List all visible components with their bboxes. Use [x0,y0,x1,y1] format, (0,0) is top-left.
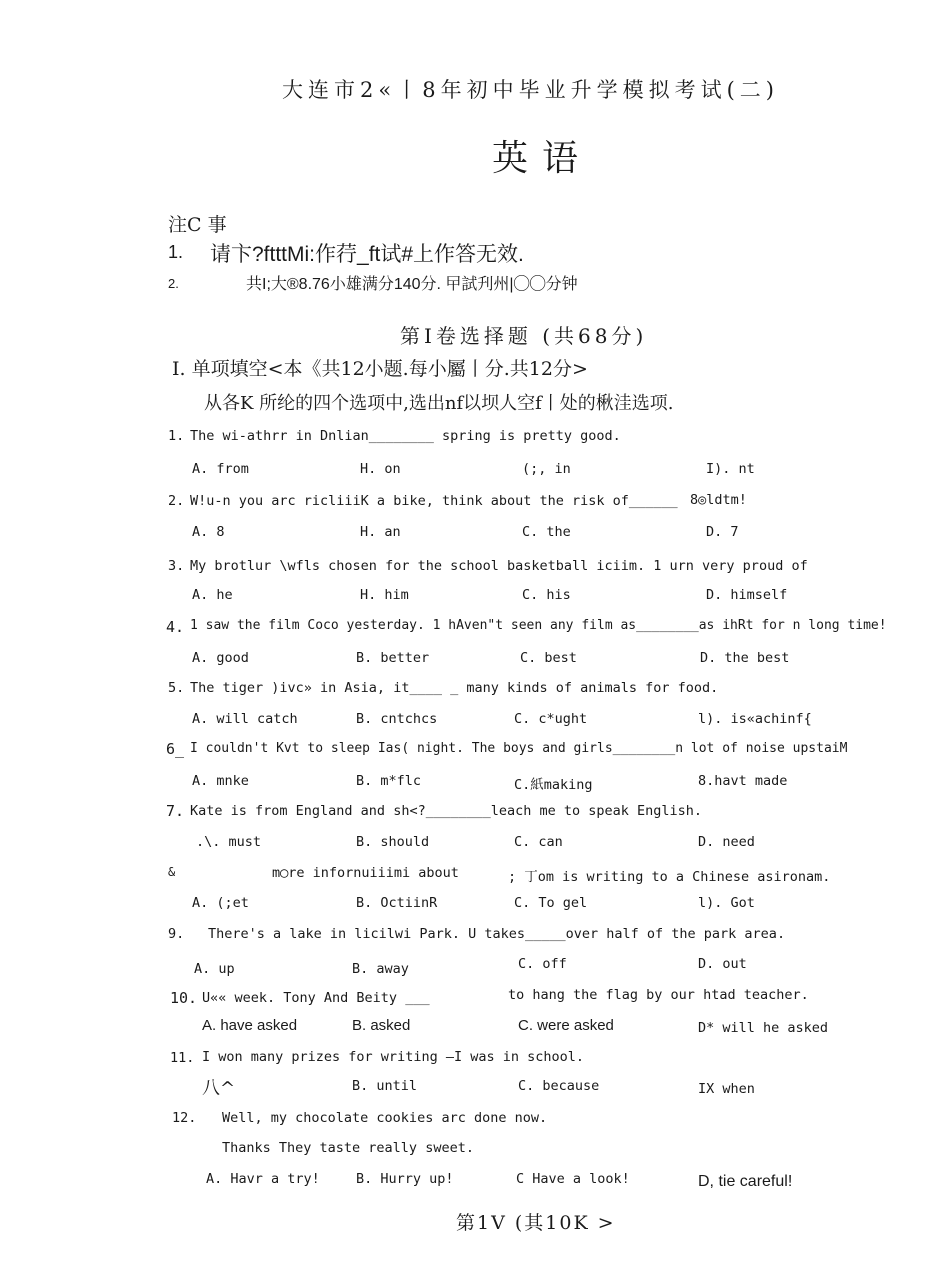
option-d: l). is«achinf{ [698,711,812,727]
question-stem: U«« week. Tony And Beity ___ [202,990,430,1006]
option-a: A. 8 [192,524,225,540]
option-b: B. should [356,834,430,850]
question-stem: m◯re infornuiiimi about [272,865,459,881]
option-b: B. m*flc [356,773,422,789]
question-number: 6_ [166,740,185,758]
option-d: 8.havt made [698,773,788,789]
option-a: A. will catch [192,711,298,727]
notice-text-2: 共I;大®8.76小雄满分140分. 曱試刋州|◯◯分钟 [246,276,578,293]
option-d: IX when [698,1081,755,1097]
option-c: C. To gel [514,895,588,911]
option-a: A. up [194,961,235,977]
option-c: C. off [518,956,567,972]
option-d: D. 7 [706,524,739,540]
section-title: 第I卷选择题 (共68分) [400,324,648,348]
option-b: H. him [360,587,409,603]
part-instruction: 从各K 所纶的四个选项中,选出nf以坝人空f丨处的楸洼选项. [204,393,674,414]
question-stem-tail: 8◎ldtm! [690,492,747,508]
option-d: I). nt [706,461,755,477]
option-c: C. the [522,524,571,540]
option-c: C. because [518,1078,600,1094]
option-d: D. himself [706,587,788,603]
question-number: 7. [166,802,185,820]
option-b: B. OctiinR [356,895,438,911]
option-d: D. the best [700,650,790,666]
option-c: C. can [514,834,563,850]
question-stem-tail: ; 丁om is writing to a Chinese asironam. [508,869,831,885]
option-b: B. until [352,1078,418,1094]
option-b: B. Hurry up! [356,1171,454,1187]
notice-heading: 注C 事 [168,214,227,236]
option-a: A. have asked [202,1017,298,1034]
option-a: A. from [192,461,249,477]
exam-title: 大连市2«丨8年初中毕业升学模拟考试(二) [282,78,779,102]
option-c: (;, in [522,461,571,477]
question-stem: Well, my chocolate cookies arc done now. [222,1110,548,1126]
question-number: 9. [168,926,185,942]
subject-title: 英语 [492,138,593,179]
question-stem: I won many prizes for writing —I was in school. [202,1049,585,1065]
option-a: A. he [192,587,233,603]
part-heading: I. 单项填空<本《共12小题.每小屬丨分.共12分> [172,358,588,380]
question-number: & [168,865,176,879]
question-stem: The tiger )ivc» in Asia, it____ _ many kinds of animals for food. [190,680,719,696]
option-b: H. on [360,461,401,477]
notice-text-1: 请卞?ftttMi:作荇_ft试#上作答无效. [210,243,524,266]
option-b: B. cntchcs [356,711,438,727]
option-a: A. mnke [192,773,249,789]
question-stem-tail: to hang the flag by our htad teacher. [508,987,809,1003]
option-d: D, tie careful! [698,1173,793,1190]
question-number: 2. [168,493,185,509]
option-a: 八^ [202,1078,236,1099]
option-d: D* will he asked [698,1020,829,1036]
option-c: C. best [520,650,577,666]
question-stem: I couldn't Kvt to sleep Ias( night. The boys and girls________n lot of noise upstaiM [190,741,848,756]
option-c: C. were asked [518,1017,614,1034]
option-c: C.紙making [514,777,593,793]
question-number: 5. [168,680,185,696]
option-a: A. (;et [192,895,249,911]
question-stem: My brotlur \wfls chosen for the school basketball iciim. 1 urn very proud of [190,558,808,574]
question-stem: The wi-athrr in Dnlian________ spring is pretty good. [190,428,621,444]
option-a: .\. must [196,834,262,850]
notice-number-1: 1. [168,242,184,262]
question-number: 10. [170,989,198,1007]
question-number: 11. [170,1050,195,1066]
question-number: 3. [168,558,185,574]
question-stem: Kate is from England and sh<?________leach me to speak English. [190,803,703,819]
question-number: 1. [168,428,185,444]
question-stem: W!u-n you arc ricliiiK a bike, think about the risk of______ [190,493,678,509]
question-stem-line-2: Thanks They taste really sweet. [222,1140,474,1156]
option-a: A. good [192,650,249,666]
option-b: B. away [352,961,409,977]
option-d: D. need [698,834,755,850]
option-d: D. out [698,956,747,972]
notice-number-2: 2. [168,276,179,291]
question-stem: 1 saw the film Coco yesterday. 1 hAven"t seen any film as________as ihRt for n long time! [190,618,887,633]
option-d: l). Got [698,895,755,911]
page-number-footer: 第1V (其10K > [456,1212,616,1234]
option-c: C. c*ught [514,711,588,727]
question-number: 12. [172,1110,197,1126]
question-number: 4. [166,618,185,636]
option-b: B. better [356,650,430,666]
question-stem: There's a lake in licilwi Park. U takes_____over half of the park area. [208,926,786,942]
option-b: B. asked [352,1017,411,1034]
option-c: C. his [522,587,571,603]
option-b: H. an [360,524,401,540]
option-c: C Have a look! [516,1171,630,1187]
option-a: A. Havr a try! [206,1171,320,1187]
